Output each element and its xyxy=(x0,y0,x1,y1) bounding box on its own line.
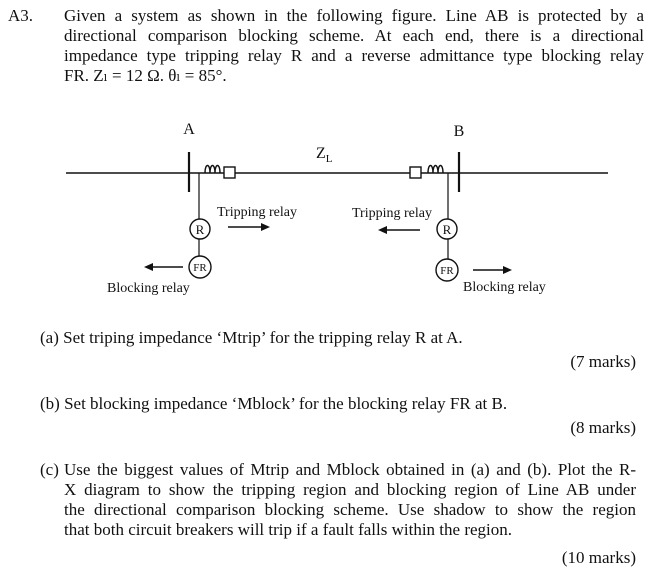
part-b-question: (b) Set blocking impedance ‘Mblock’ for the blocking relay FR at B. xyxy=(40,394,508,413)
circuit-breaker-a xyxy=(224,167,235,178)
relay-fr-a-label: FR xyxy=(193,262,207,274)
intro-line-4: FR. Zₗ = 12 Ω. θₗ = 85°. xyxy=(64,66,227,85)
intro-line-2: directional comparison blocking scheme. At each end, there is a directional xyxy=(64,26,644,45)
intro-line-3: impedance type tripping relay R and a reverse admittance type blocking relay xyxy=(64,46,644,65)
part-c-question xyxy=(64,460,636,540)
protection-scheme-diagram xyxy=(0,110,654,310)
intro-line-1: Given a system as shown in the following figure. Line AB is protected by a xyxy=(64,6,644,25)
question-intro xyxy=(64,6,644,86)
blocking-relay-label-a: Blocking relay xyxy=(107,281,190,296)
blocking-direction-arrow-b xyxy=(473,266,512,274)
part-b-marks: (8 marks) xyxy=(570,418,636,437)
tripping-direction-arrow-b xyxy=(378,226,420,234)
bus-b-label: B xyxy=(453,123,465,140)
part-c-line-3: the directional comparison blocking scheme. Use shadow to show the region xyxy=(64,500,636,519)
question-number: A3. xyxy=(8,6,34,25)
tripping-direction-arrow-a xyxy=(228,223,270,231)
tripping-relay-label-a: Tripping relay xyxy=(217,205,297,220)
relay-fr-b-label: FR xyxy=(440,265,454,277)
part-c-line-1: Use the biggest values of Mtrip and Mblock obtained in (a) and (b). Plot the R- xyxy=(64,460,636,479)
part-a-question: (a) Set triping impedance ‘Mtrip’ for the tripping relay R at A. xyxy=(40,328,463,347)
part-c-line-4: that both circuit breakers will trip if a fault falls within the region. xyxy=(64,520,513,539)
part-c-marks: (10 marks) xyxy=(561,548,636,567)
part-a-marks: (7 marks) xyxy=(570,352,636,371)
current-transformer-a xyxy=(205,166,220,174)
bus-a-label: A xyxy=(183,121,195,138)
relay-r-b-label: R xyxy=(442,222,452,237)
part-c-label: (c) xyxy=(40,460,59,479)
tripping-relay-label-b: Tripping relay xyxy=(352,206,432,221)
current-transformer-b xyxy=(428,166,443,174)
circuit-breaker-b xyxy=(410,167,421,178)
line-impedance-label: $Z_L$ xyxy=(316,145,333,165)
part-c-line-2: X diagram to show the tripping region and blocking region of Line AB under xyxy=(64,480,636,499)
blocking-relay-label-b: Blocking relay xyxy=(463,280,546,295)
relay-r-a-label: R xyxy=(195,222,205,237)
blocking-direction-arrow-a xyxy=(144,263,183,271)
